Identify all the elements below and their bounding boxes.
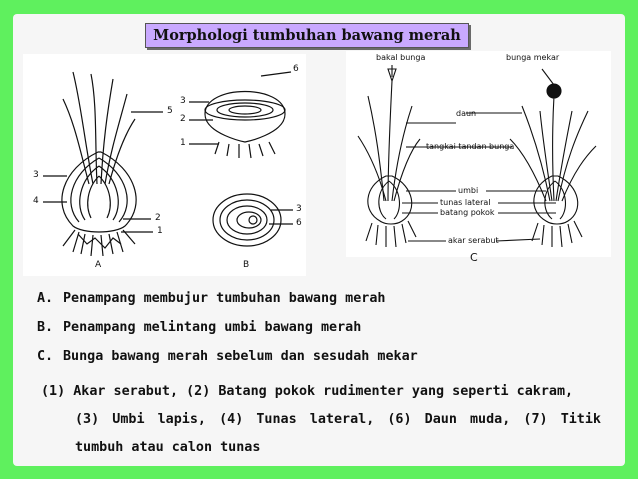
legend-letter: C. bbox=[37, 349, 54, 364]
number-1-a: 1 bbox=[157, 226, 163, 236]
callout-akar-serabut: akar serabut bbox=[448, 236, 499, 245]
legend-text: Bunga bawang merah sebelum dan sesudah mekar bbox=[63, 349, 418, 364]
figure-onion-sections bbox=[23, 54, 306, 276]
figure-label-b: B bbox=[243, 260, 250, 270]
legend-letter: B. bbox=[37, 320, 54, 335]
number-3-b-bottom: 3 bbox=[296, 204, 302, 214]
notes-line-3: tumbuh atau calon tunas bbox=[75, 440, 261, 455]
word: Titik bbox=[560, 412, 601, 427]
legend-text: Penampang melintang umbi bawang merah bbox=[63, 320, 362, 335]
callout-bakal-bunga: bakal bunga bbox=[376, 53, 426, 62]
number-4-a: 4 bbox=[33, 196, 39, 206]
word: Daun bbox=[424, 412, 457, 427]
figure-label-a: A bbox=[95, 260, 102, 270]
number-6-b-bottom: 6 bbox=[296, 218, 302, 228]
word: Umbi bbox=[112, 412, 145, 427]
figure-label-c: C bbox=[470, 251, 478, 264]
number-1-b: 1 bbox=[180, 138, 186, 148]
word: (6) bbox=[387, 412, 412, 427]
onion-flowering-drawing bbox=[346, 51, 611, 257]
slide bbox=[13, 14, 625, 466]
callout-batang-pokok: batang pokok bbox=[440, 208, 495, 217]
callout-tunas-lateral: tunas lateral bbox=[440, 198, 491, 207]
slide-title: Morphologi tumbuhan bawang merah bbox=[145, 23, 469, 48]
number-5-a: 5 bbox=[167, 106, 173, 116]
callout-tangkai: tangkai tandan bunga bbox=[426, 142, 515, 151]
number-3-b: 3 bbox=[180, 96, 186, 106]
legend-letter: A. bbox=[37, 291, 54, 306]
word: (7) bbox=[523, 412, 548, 427]
number-3-a: 3 bbox=[33, 170, 39, 180]
word: (4) bbox=[219, 412, 244, 427]
word: Tunas bbox=[256, 412, 297, 427]
callout-umbi: umbi bbox=[458, 186, 479, 195]
number-6-b: 6 bbox=[293, 64, 299, 74]
notes-line-2 bbox=[41, 406, 601, 434]
callout-bunga-mekar: bunga mekar bbox=[506, 53, 560, 62]
legend-item bbox=[37, 320, 361, 335]
notes-paragraph bbox=[41, 378, 601, 462]
word: lapis, bbox=[157, 412, 206, 427]
legend-item bbox=[37, 349, 418, 364]
number-2-b: 2 bbox=[180, 114, 186, 124]
word: lateral, bbox=[309, 412, 375, 427]
onion-sections-drawing bbox=[23, 54, 306, 276]
legend-item bbox=[37, 291, 385, 306]
word: muda, bbox=[470, 412, 511, 427]
figure-onion-flowering bbox=[346, 51, 611, 257]
number-2-a: 2 bbox=[155, 213, 161, 223]
callout-daun: daun bbox=[456, 109, 477, 118]
notes-line-1: (1) Akar serabut, (2) Batang pokok rudimenter yang seperti cakram, bbox=[41, 384, 574, 399]
word: (3) bbox=[75, 412, 100, 427]
legend-text: Penampang membujur tumbuhan bawang merah bbox=[63, 291, 386, 306]
